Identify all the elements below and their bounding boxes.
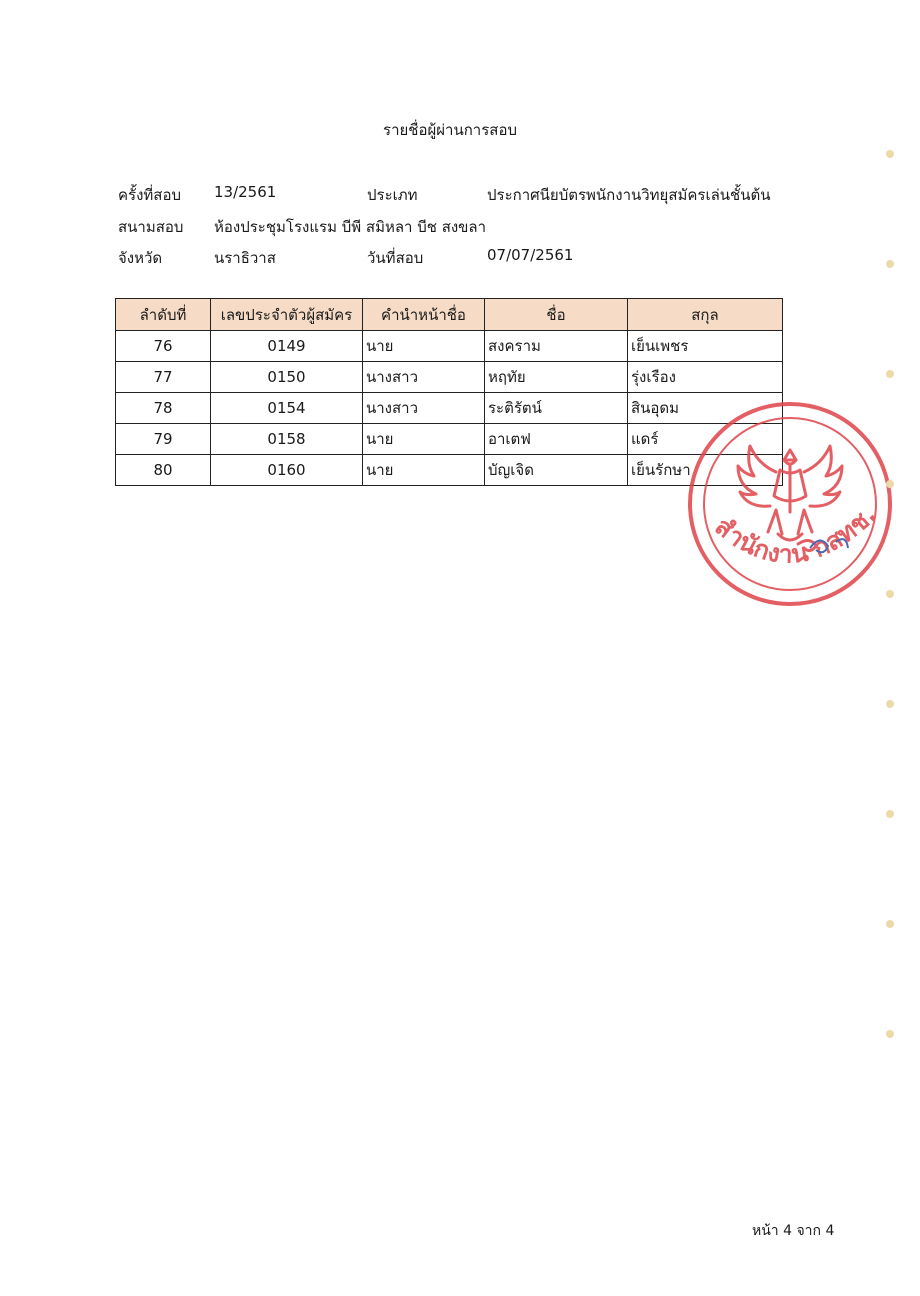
cell-order: 76 xyxy=(116,331,211,362)
exam-type-value: ประกาศนียบัตรพนักงานวิทยุสมัครเล่นชั้นต้น xyxy=(487,186,771,204)
cell-last-name: สินอุดม xyxy=(628,393,783,424)
cell-order: 79 xyxy=(116,424,211,455)
watermark-mark xyxy=(886,150,894,158)
page-title: รายชื่อผู้ผ่านการสอบ xyxy=(383,121,517,139)
header-order: ลำดับที่ xyxy=(116,299,211,331)
header-last-name: สกุล xyxy=(628,299,783,331)
cell-applicant-id: 0150 xyxy=(211,362,363,393)
exam-round-label: ครั้งที่สอบ xyxy=(118,186,181,204)
watermark-mark xyxy=(886,260,894,268)
header-first-name: ชื่อ xyxy=(485,299,628,331)
cell-order: 77 xyxy=(116,362,211,393)
header-prefix: คำนำหน้าชื่อ xyxy=(363,299,485,331)
province-value: นราธิวาส xyxy=(214,249,276,267)
stamp-text: สำนักงาน กสทช. xyxy=(709,499,882,569)
watermark-mark xyxy=(886,700,894,708)
cell-first-name: บัญเจิด xyxy=(485,455,628,486)
watermark-mark xyxy=(886,370,894,378)
cell-prefix: นางสาว xyxy=(363,362,485,393)
province-label: จังหวัด xyxy=(118,249,163,267)
cell-first-name: หฤทัย xyxy=(485,362,628,393)
cell-prefix: นางสาว xyxy=(363,393,485,424)
watermark-mark xyxy=(886,810,894,818)
table-row xyxy=(116,362,783,393)
official-seal-stamp xyxy=(680,398,900,610)
cell-order: 80 xyxy=(116,455,211,486)
table-header-row xyxy=(116,299,783,331)
cell-first-name: สงคราม xyxy=(485,331,628,362)
table-row xyxy=(116,331,783,362)
exam-venue-value: ห้องประชุมโรงแรม บีพี สมิหลา บีช สงขลา xyxy=(214,218,487,236)
exam-round-value: 13/2561 xyxy=(214,183,277,201)
header-applicant-id: เลขประจำตัวผู้สมัคร xyxy=(211,299,363,331)
cell-last-name: เย็นเพชร xyxy=(628,331,783,362)
cell-last-name: เย็นรักษา xyxy=(628,455,783,486)
cell-order: 78 xyxy=(116,393,211,424)
watermark-mark xyxy=(886,1030,894,1038)
cell-applicant-id: 0158 xyxy=(211,424,363,455)
cell-applicant-id: 0160 xyxy=(211,455,363,486)
exam-date-label: วันที่สอบ xyxy=(367,249,424,267)
cell-prefix: นาย xyxy=(363,424,485,455)
page-number: หน้า 4 จาก 4 xyxy=(752,1223,835,1239)
cell-prefix: นาย xyxy=(363,455,485,486)
cell-prefix: นาย xyxy=(363,331,485,362)
exam-date-value: 07/07/2561 xyxy=(487,246,574,264)
cell-first-name: อาเตฟ xyxy=(485,424,628,455)
cell-applicant-id: 0154 xyxy=(211,393,363,424)
cell-first-name: ระติรัตน์ xyxy=(485,393,628,424)
exam-venue-label: สนามสอบ xyxy=(118,218,184,236)
cell-last-name: รุ่งเรือง xyxy=(628,362,783,393)
cell-applicant-id: 0149 xyxy=(211,331,363,362)
cell-last-name: แดร์ xyxy=(628,424,783,455)
watermark-mark xyxy=(886,920,894,928)
watermark-mark xyxy=(886,480,894,488)
watermark-mark xyxy=(886,590,894,598)
exam-type-label: ประเภท xyxy=(367,186,418,204)
